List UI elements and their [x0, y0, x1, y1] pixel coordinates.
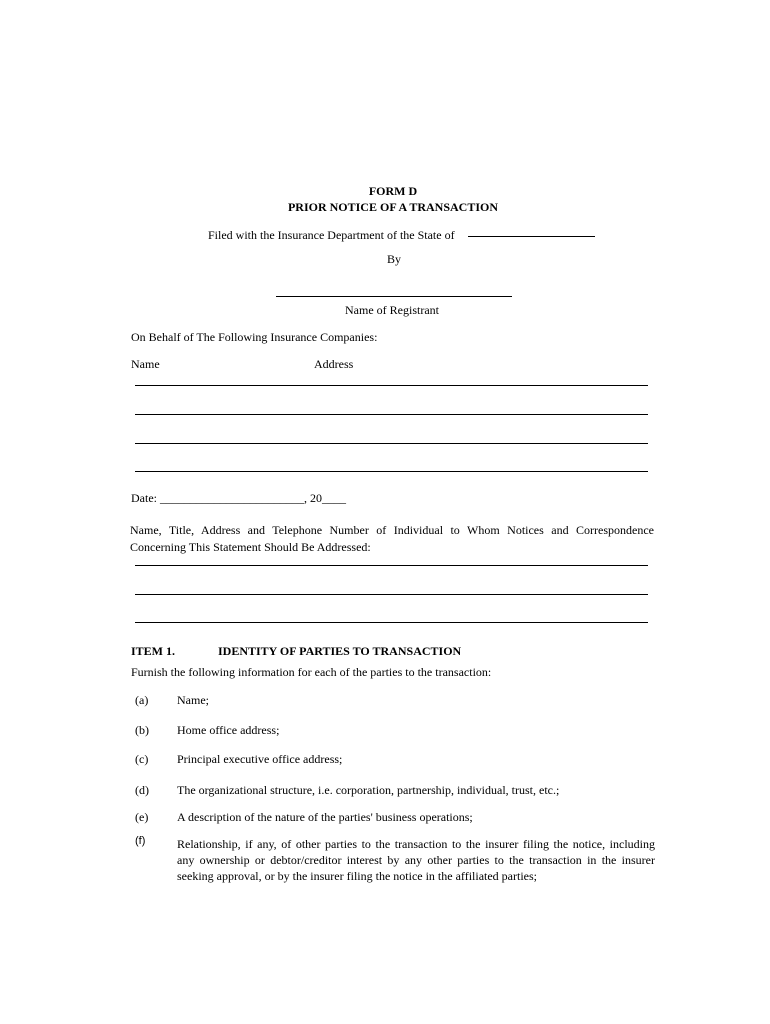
- company-line-4[interactable]: [135, 471, 648, 472]
- by-label: By: [386, 252, 401, 266]
- entry-f-line-2: any ownership or debtor/creditor interest by any other parties to the transaction in the insurer: [177, 853, 655, 867]
- entry-f-line-1: Relationship, if any, of other parties to the transaction to the insurer filing the notice, including: [177, 837, 655, 851]
- date-line: Date: ________________________, 20____: [131, 491, 346, 505]
- address-column-label: Address: [314, 357, 354, 371]
- entry-f-line-3: seeking approval, or by the insurer filing the notice in the affiliated parties;: [177, 869, 537, 883]
- entry-b-label: (b): [135, 723, 149, 737]
- notices-blank-line-3[interactable]: [135, 622, 648, 623]
- entry-a-text: Name;: [177, 693, 209, 707]
- entry-d-label: (d): [135, 783, 149, 797]
- registrant-label: Name of Registrant: [345, 303, 439, 317]
- notices-blank-line-1[interactable]: [135, 565, 648, 566]
- entry-e-label: (e): [135, 810, 149, 824]
- item-title: IDENTITY OF PARTIES TO TRANSACTION: [218, 644, 462, 658]
- filed-with-label: Filed with the Insurance Department of the State of: [208, 228, 455, 242]
- entry-e-text: A description of the nature of the parties' business operations;: [177, 810, 473, 824]
- entry-c-label: (c): [135, 752, 149, 766]
- company-line-1[interactable]: [135, 385, 648, 386]
- entry-d-text: The organizational structure, i.e. corporation, partnership, individual, trust, etc.;: [177, 783, 560, 797]
- entry-a-label: (a): [135, 693, 149, 707]
- company-line-2[interactable]: [135, 414, 648, 415]
- notices-blank-line-2[interactable]: [135, 594, 648, 595]
- form-title: PRIOR NOTICE OF A TRANSACTION: [287, 200, 499, 214]
- entry-f-label: (f): [135, 835, 146, 847]
- state-blank-line[interactable]: [468, 236, 595, 237]
- item-intro: Furnish the following information for each of the parties to the transaction:: [131, 665, 492, 679]
- registrant-blank-line[interactable]: [276, 296, 512, 297]
- company-line-3[interactable]: [135, 443, 648, 444]
- form-label: FORM D: [368, 184, 418, 198]
- notices-line-1: Name, Title, Address and Telephone Number of Individual to Whom Notices and Correspondence: [130, 523, 654, 537]
- entry-c-text: Principal executive office address;: [177, 752, 343, 766]
- entry-b-text: Home office address;: [177, 723, 280, 737]
- name-column-label: Name: [131, 357, 160, 371]
- item-number: ITEM 1.: [131, 644, 176, 658]
- notices-line-2: Concerning This Statement Should Be Addressed:: [130, 540, 371, 554]
- companies-heading: On Behalf of The Following Insurance Companies:: [131, 330, 378, 344]
